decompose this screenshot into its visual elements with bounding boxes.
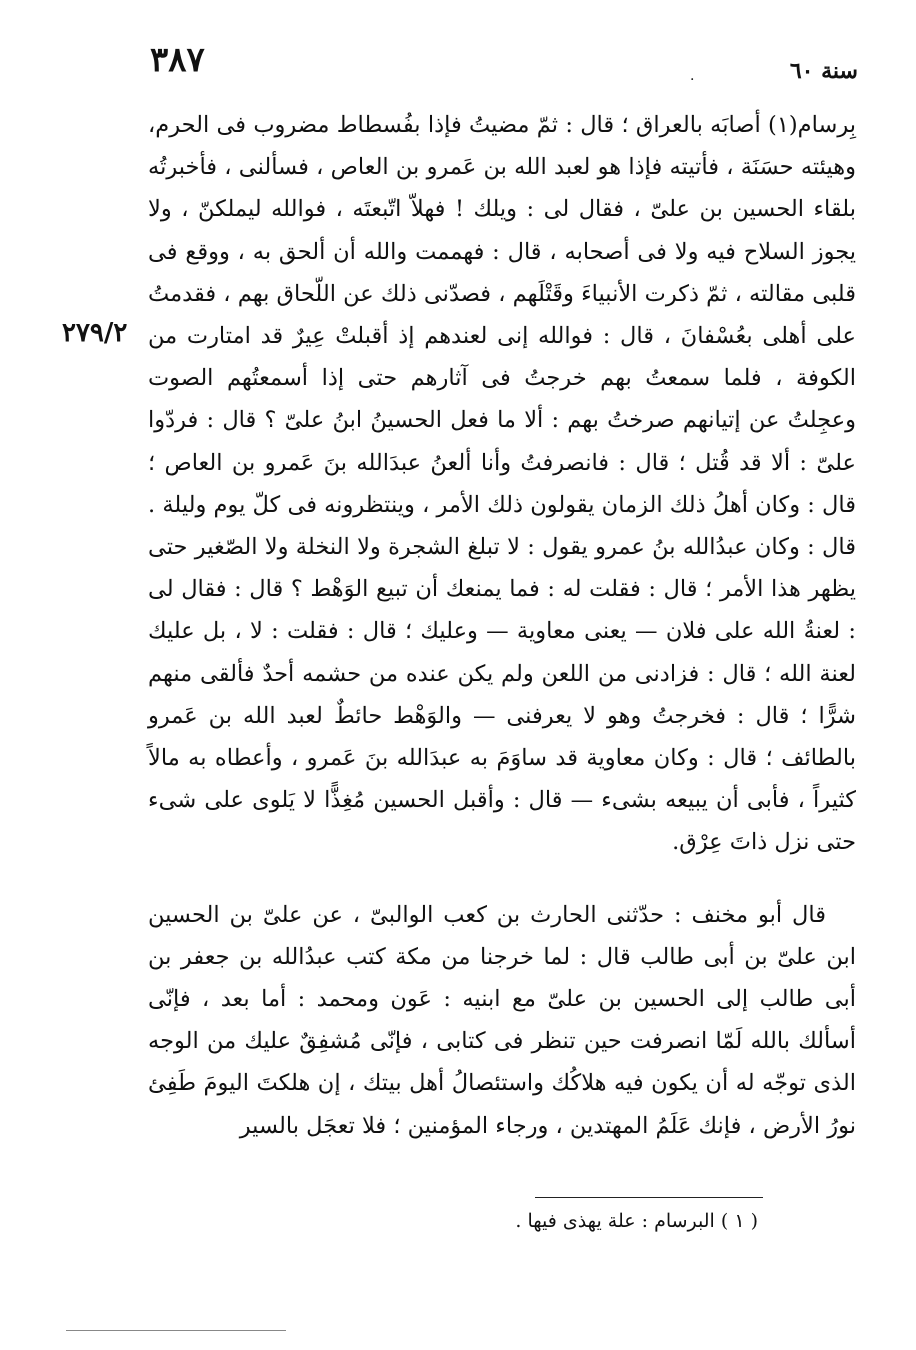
main-text xyxy=(148,104,856,1147)
header-mark: · xyxy=(690,72,695,88)
page-edge-line xyxy=(66,1330,286,1331)
running-header-year: سنة ٦٠ xyxy=(789,58,858,84)
footnote: ( ١ ) البرسام : علة يهذى فيها . xyxy=(515,1210,758,1232)
page-number: ٣٨٧ xyxy=(150,40,205,80)
paragraph-2: قال أبو مخنف : حدّثنى الحارث بن كعب الوالبىّ ، عن علىّ بن الحسين ابن علىّ بن أبى طالب قال : لما خرجنا من مكة كتب عبدُالله بن جعفر بن أبى طالب إلى الحسين بن علىّ مع ابنيه : عَون ومحمد : أما بعد ، فإنّى أسألك بالله لَمّا انصرفت حين تنظر فى كتابى ، فإنّى مُشفِقٌ عليك من الوجه الذى توجّه له أن يكون فيه هلاكُك واستئصالُ أهل بيتك ، إن هلكتَ اليومَ طَفِئ نورُ الأرض ، فإنك عَلَمُ المهتدين ، ورجاء المؤمنين ؛ فلا تعجَل بالسير xyxy=(148,901,856,1139)
margin-reference: ٢٧٩/٢ xyxy=(62,318,128,348)
paragraph-1: بِرسام(١) أصابَه بالعراق ؛ قال : ثمّ مضيتُ فإذا بفُسطاط مضروب فى الحرم، وهيئته حسَنَة ، فأتيته فإذا هو لعبد الله بن عَمرو بن العاص ، فسألنى ، فأخبرتُه بلقاء الحسين بن علىّ ، فقال لى : ويلك ! فهلاّ اتّبعتَه ، فوالله ليملكنّ ، ولا يجوز السلاح فيه ولا فى أصحابه ، قال : فهممت والله أن ألحق به ، ووقع فى قلبى مقالته ، ثمّ ذكرت الأنبياءَ وقَتْلَهم ، فصدّنى ذلك عن اللّحاق بهم ، فقدمتُ على أهلى بعُسْفانَ ، قال : فوالله إنى لعندهم إذ أقبلتْ عِيرٌ قد امتارت من الكوفة ، فلما سمعتُ بهم خرجتُ فى آثارهم حتى إذا أسمعتُهم الصوت وعجِلتُ عن إتيانهم صرختُ بهم : ألا ما فعل الحسينُ ابنُ علىّ ؟ قال : فردّوا علىّ : ألا قد قُتل ؛ قال : فانصرفتُ وأنا ألعنُ عبدَالله بنَ عَمرو بن العاص ؛ قال : وكان أهلُ ذلك الزمان يقولون ذلك الأمر ، وينتظرونه فى كلّ يوم وليلة . قال : وكان عبدُالله بنُ عمرو يقول : لا تبلغ الشجرة ولا النخلة ولا الصّغير حتى يظهر هذا الأمر ؛ قال : فقلت له : فما يمنعك أن تبيع الوَهْط ؟ قال : فقال لى : لعنةُ الله على فلان — يعنى معاوية — وعليك ؛ قال : فقلت : لا ، بل عليك لعنة الله ؛ قال : فزادنى من اللعن ولم يكن عنده من حشمه أحدٌ فألقى منهم شرًّا ؛ قال : فخرجتُ وهو لا يعرفنى — والوَهْط حائطٌ لعبد الله بن عَمرو بالطائف ؛ قال : وكان معاوية قد ساوَمَ به عبدَالله بنَ عَمرو ، وأعطاه به مالاً كثيراً ، فأبى أن يبيعه بشىء — قال : وأقبل الحسين مُغِذًّا لا يَلوى على شىء حتى نزل ذاتَ عِرْق. xyxy=(148,112,856,856)
footnote-divider xyxy=(535,1197,763,1198)
